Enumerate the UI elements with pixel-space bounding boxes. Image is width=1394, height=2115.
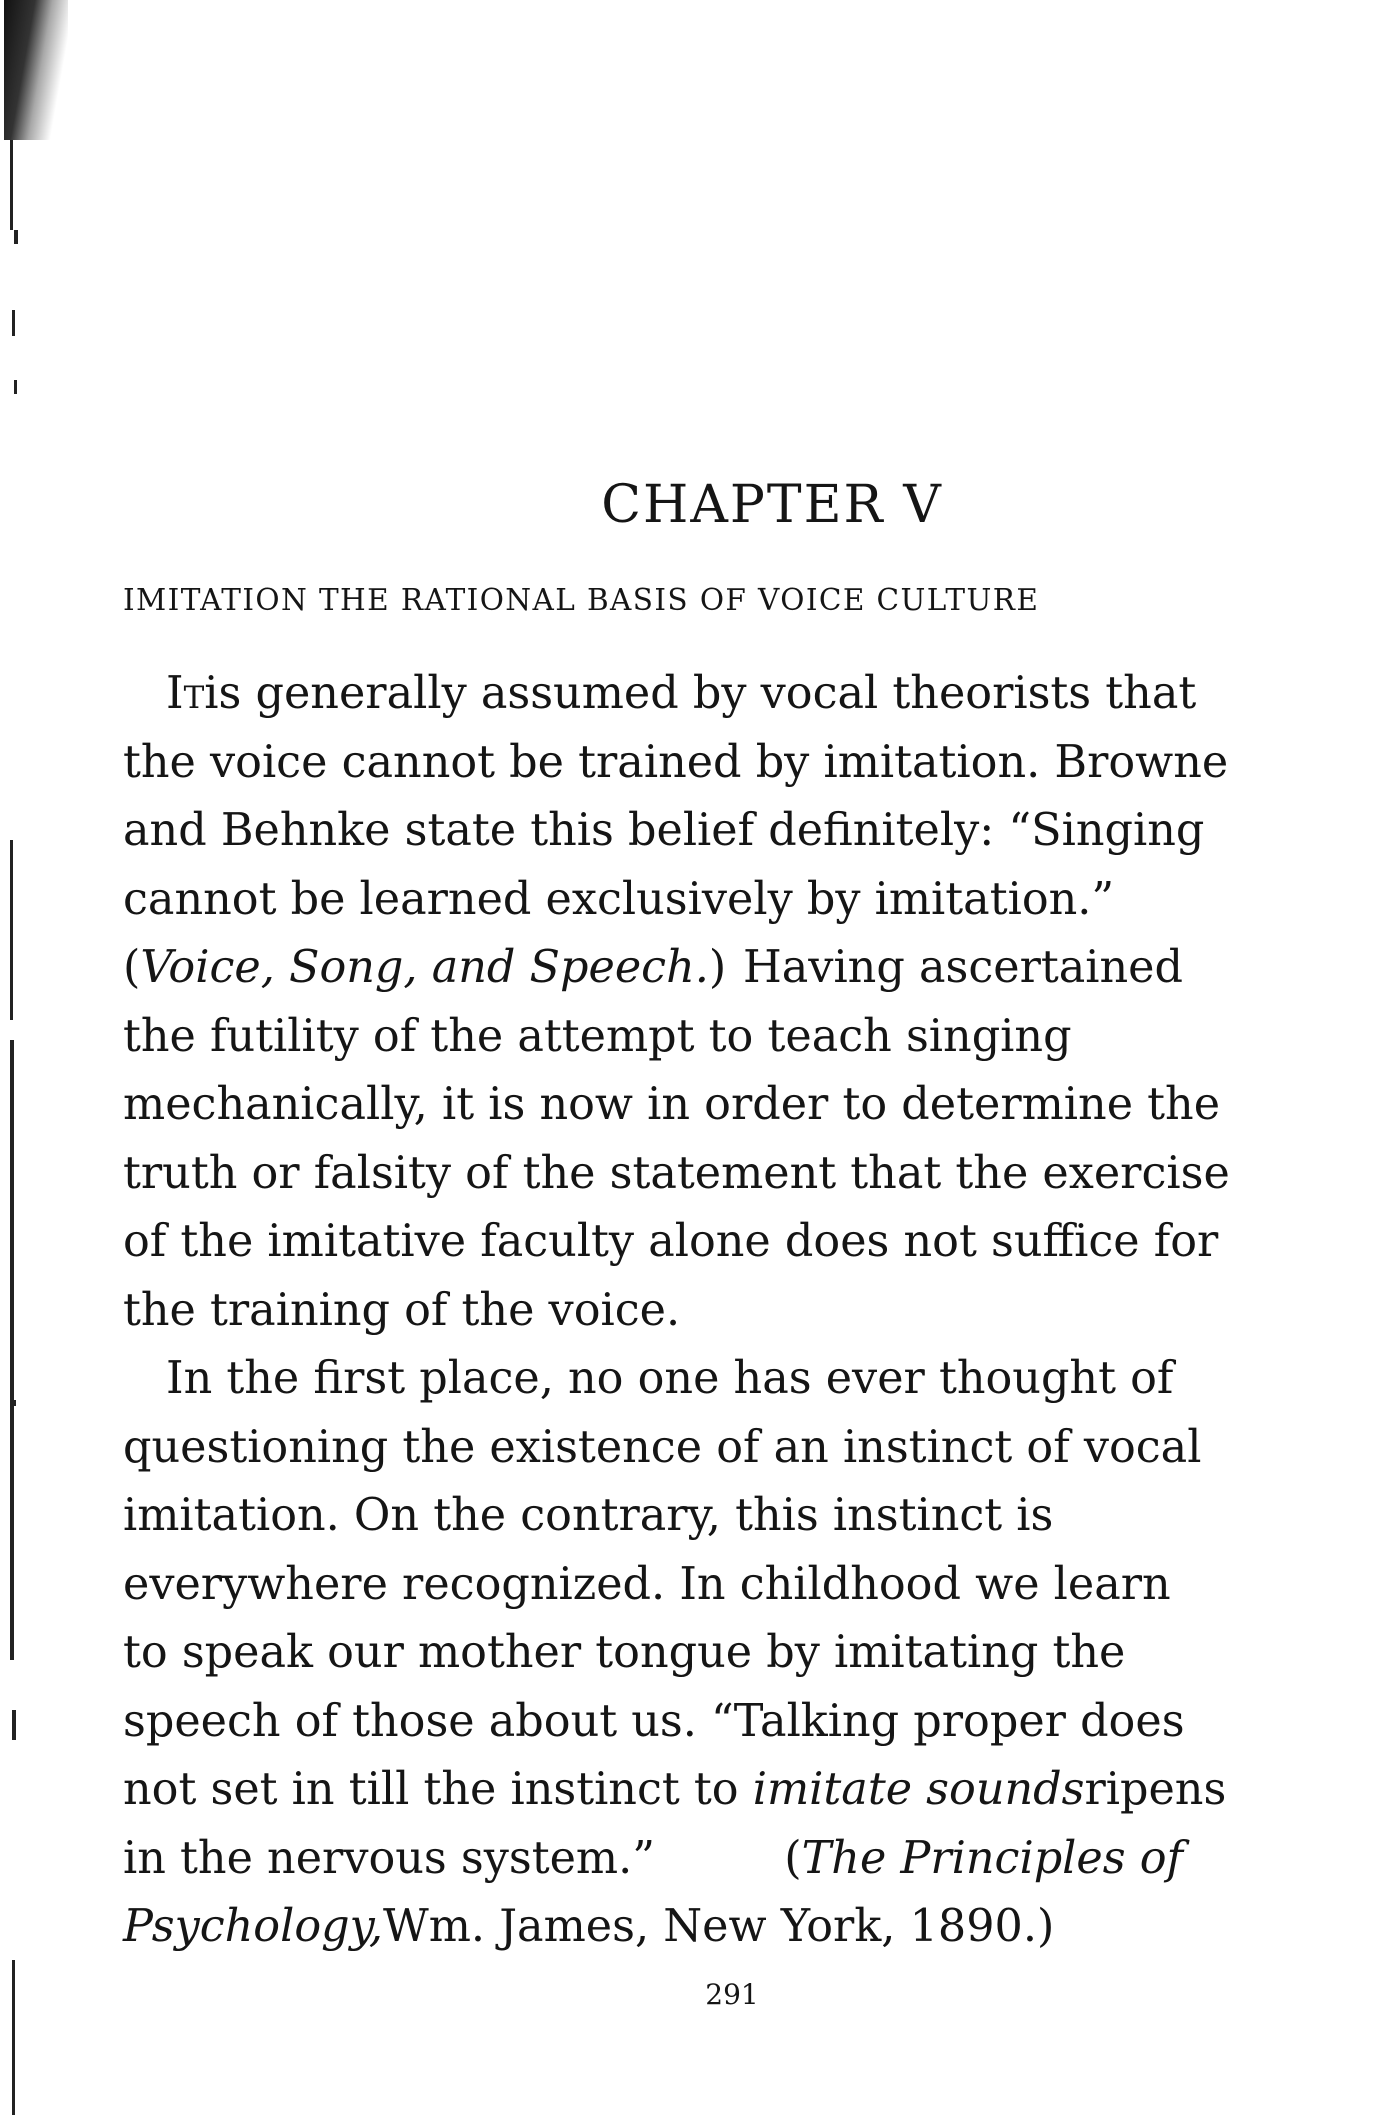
italic-phrase: imitate sounds [752, 1764, 1085, 1815]
page-number: 291 [705, 1978, 759, 2011]
scan-margin-mark [12, 310, 15, 336]
scan-margin-mark [10, 140, 13, 230]
line-text: the voice cannot be trained by imitation. Browne [123, 736, 1229, 788]
scan-margin-mark [14, 230, 18, 244]
text-line [123, 934, 1183, 1003]
chapter-subtitle: IMITATION THE RATIONAL BASIS OF VOICE CULTURE [123, 583, 1040, 617]
text-line [123, 1277, 1183, 1346]
scan-margin-mark [10, 840, 13, 1020]
line-text: mechanically, it is now in order to determine the [123, 1079, 1221, 1130]
body-text [123, 660, 1230, 1962]
line-text: to speak our mother tongue by imitating the [123, 1627, 1126, 1678]
line-text: truth or falsity of the statement that the exercise [123, 1147, 1230, 1199]
line-text: speech of those about us. “Talking proper does [123, 1695, 1185, 1747]
line-text: the futility of the attempt to teach singing [123, 1010, 1072, 1062]
citation-title: Psychology, [123, 1901, 383, 1952]
line-text: everywhere recognized. In childhood we learn [123, 1558, 1171, 1610]
scan-binding-shadow [4, 0, 68, 140]
line-text: in the nervous system.” [123, 1832, 656, 1884]
line-text: cannot be learned exclusively by imitation.” [123, 873, 1115, 925]
citation-paren: ( [123, 942, 141, 993]
citation-title: The Principles of [801, 1832, 1183, 1884]
text-line [123, 660, 1197, 729]
text-line [123, 1619, 1183, 1688]
text-line [123, 729, 1229, 798]
text-line [123, 1893, 1183, 1962]
text-line [123, 1140, 1230, 1209]
text-line [123, 866, 1183, 935]
scan-margin-mark [10, 1040, 14, 1660]
citation-paren: ) [708, 942, 727, 993]
text-line [123, 1482, 1183, 1551]
line-text: the training of the voice. [123, 1284, 681, 1336]
line-text: In the first place, no one has ever thought of [166, 1353, 1174, 1404]
lead-word: It [166, 668, 205, 719]
line-text: Having ascertained [742, 942, 1183, 993]
scan-margin-mark [14, 380, 17, 394]
line-text: and Behnke state this belief definitely: “Singing [123, 805, 1205, 856]
text-line [123, 1688, 1183, 1757]
citation [123, 934, 726, 1003]
line-text: of the imitative faculty alone does not suffice for [123, 1216, 1219, 1267]
chapter-heading: CHAPTER V [601, 475, 943, 535]
scan-margin-mark [12, 1710, 16, 1740]
scan-margin-mark [12, 1400, 16, 1406]
citation-paren: ( [784, 1832, 802, 1884]
line-text: ripens [1084, 1764, 1227, 1815]
line-text-part: not set in till the instinct to [123, 1764, 739, 1815]
text-line [123, 1208, 1219, 1277]
text-line [123, 1345, 1183, 1414]
text-line [123, 1071, 1221, 1140]
text-line [123, 1551, 1183, 1620]
line-text: imitation. On the contrary, this instinct is [123, 1490, 1054, 1541]
line-text: questioning the existence of an instinct of vocal [123, 1421, 1202, 1473]
line-text: is generally assumed by vocal theorists that [204, 668, 1197, 719]
text-line [123, 797, 1205, 866]
line-text [123, 1756, 1084, 1825]
text-line [123, 1003, 1183, 1072]
citation [784, 1825, 1183, 1894]
text-line [123, 1414, 1202, 1483]
text-line [123, 1756, 1227, 1825]
citation-title: Voice, Song, and Speech. [140, 942, 709, 993]
line-text: Wm. James, New York, 1890.) [382, 1901, 1055, 1952]
text-line [123, 1825, 1183, 1894]
